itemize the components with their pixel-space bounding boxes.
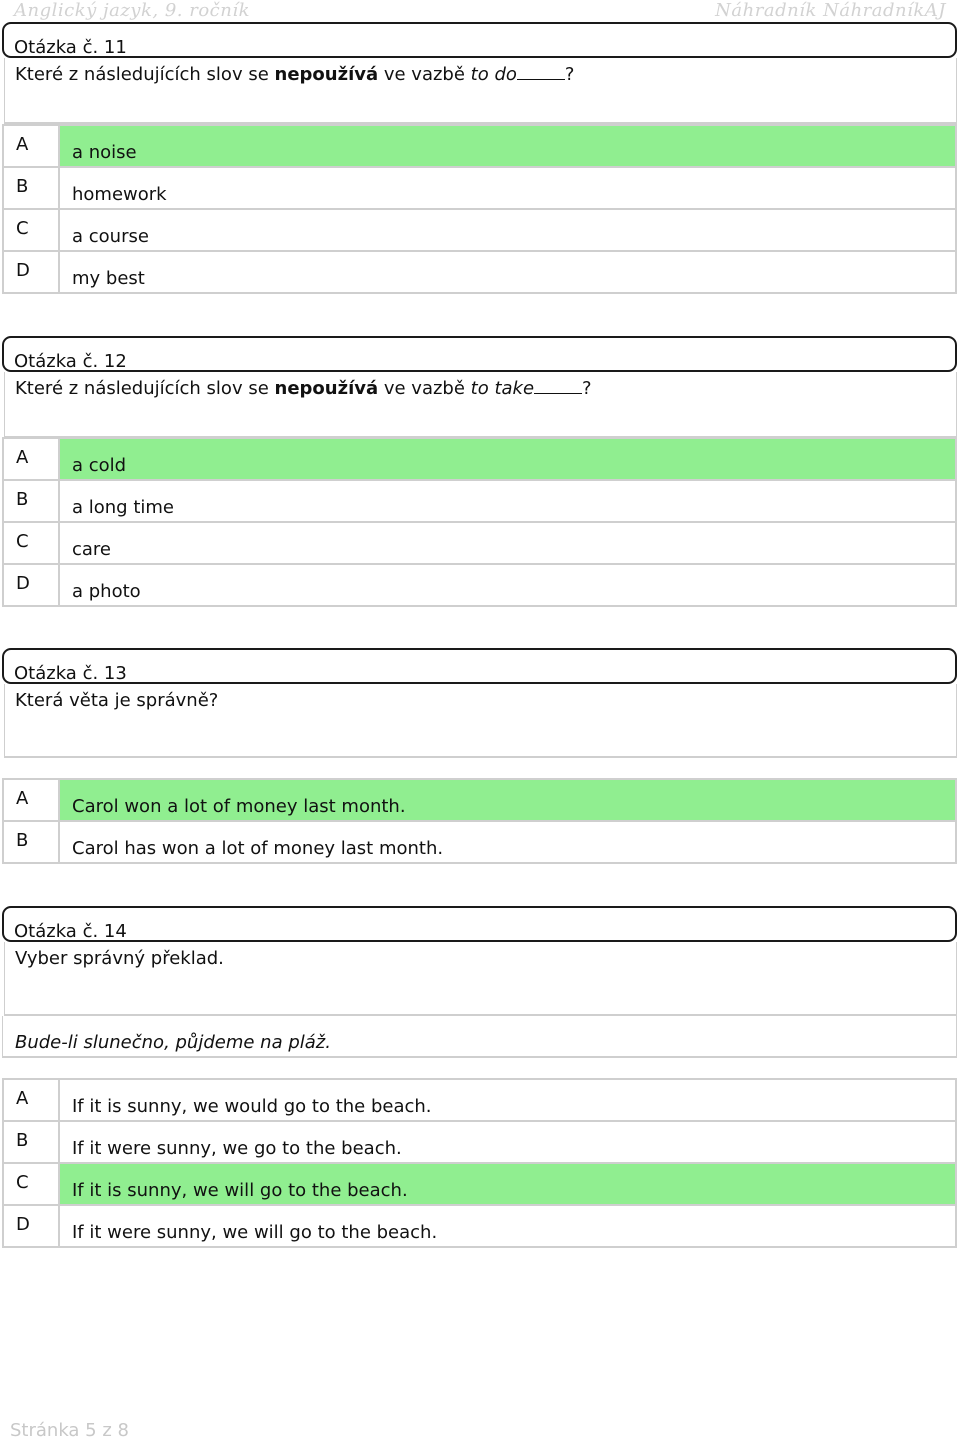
- question-text: Která věta je správně?: [4, 684, 957, 758]
- answer-letter: D: [4, 1206, 60, 1246]
- question-text: [4, 58, 957, 124]
- question-text-part: ?: [564, 64, 575, 85]
- answer-text: a cold: [60, 439, 955, 479]
- question-text-bold: nepoužívá: [274, 64, 379, 85]
- question-text-bold: nepoužívá: [274, 378, 379, 399]
- answer-row[interactable]: [4, 565, 955, 607]
- answer-text: my best: [72, 268, 145, 289]
- question-title: Otázka č. 13: [2, 648, 957, 684]
- answer-row[interactable]: [4, 481, 955, 523]
- answer-text: If it were sunny, we go to the beach.: [72, 1138, 402, 1159]
- question-text: Vyber správný překlad.: [4, 942, 957, 1016]
- answers-13: [2, 778, 957, 864]
- answers-11: [2, 124, 957, 294]
- question-title: Otázka č. 14: [2, 906, 957, 942]
- header-subject: Anglický jazyk, 9. ročník: [14, 0, 250, 21]
- header-student: Náhradník NáhradníkAJ: [715, 0, 946, 21]
- answer-row[interactable]: [4, 126, 955, 168]
- answer-text: If it is sunny, we will go to the beach.: [60, 1164, 955, 1204]
- answer-text: care: [72, 539, 112, 560]
- answer-letter: B: [4, 822, 60, 862]
- answer-letter: D: [4, 252, 60, 292]
- answer-text: a photo: [72, 581, 141, 602]
- question-13: [2, 648, 957, 758]
- answer-row[interactable]: [4, 523, 955, 565]
- question-sentence: Bude-li slunečno, půjdeme na pláž.: [2, 1016, 957, 1058]
- question-text-part: ?: [582, 378, 592, 399]
- question-title: Otázka č. 11: [2, 22, 957, 58]
- answer-text: If it is sunny, we would go to the beach.: [72, 1096, 432, 1117]
- answer-letter: A: [4, 439, 60, 479]
- answer-row[interactable]: [4, 1164, 955, 1206]
- answer-text: a long time: [72, 497, 174, 518]
- answer-letter: B: [4, 168, 60, 208]
- answer-letter: B: [4, 481, 60, 521]
- blank-line: [517, 65, 565, 80]
- answer-row[interactable]: [4, 1122, 955, 1164]
- question-14: [2, 906, 957, 1058]
- answer-text: If it were sunny, we will go to the beach.: [72, 1222, 438, 1243]
- question-text-part: Které z následujících slov se: [15, 64, 275, 85]
- answer-row[interactable]: [4, 168, 955, 210]
- answer-text: Carol won a lot of money last month.: [60, 780, 955, 820]
- answer-letter: C: [4, 523, 60, 563]
- answer-row[interactable]: [4, 780, 955, 822]
- answer-row[interactable]: [4, 439, 955, 481]
- question-text-italic: to do: [470, 64, 517, 85]
- answer-letter: A: [4, 1080, 60, 1120]
- answer-letter: A: [4, 780, 60, 820]
- answers-14: [2, 1078, 957, 1248]
- answer-letter: C: [4, 1164, 60, 1204]
- answer-letter: A: [4, 126, 60, 166]
- answer-row[interactable]: [4, 822, 955, 864]
- answer-letter: B: [4, 1122, 60, 1162]
- page-number: Stránka 5 z 8: [10, 1420, 129, 1441]
- question-text-italic: to take: [470, 378, 535, 399]
- question-title: Otázka č. 12: [2, 336, 957, 372]
- question-text-part: ve vazbě: [378, 64, 471, 85]
- answer-text: a noise: [60, 126, 955, 166]
- answer-text: homework: [72, 184, 167, 205]
- answer-letter: D: [4, 565, 60, 605]
- answer-row[interactable]: [4, 1206, 955, 1248]
- question-11: [2, 22, 957, 124]
- answer-text: a course: [72, 226, 149, 247]
- answer-letter: C: [4, 210, 60, 250]
- answer-text: Carol has won a lot of money last month.: [72, 838, 444, 859]
- question-text: [4, 372, 957, 438]
- answer-row[interactable]: [4, 210, 955, 252]
- question-text-part: Které z následujících slov se: [15, 378, 275, 399]
- answers-12: [2, 437, 957, 607]
- question-text-part: ve vazbě: [378, 378, 471, 399]
- blank-line: [534, 379, 582, 394]
- answer-row[interactable]: [4, 1080, 955, 1122]
- answer-row[interactable]: [4, 252, 955, 294]
- question-12: [2, 336, 957, 438]
